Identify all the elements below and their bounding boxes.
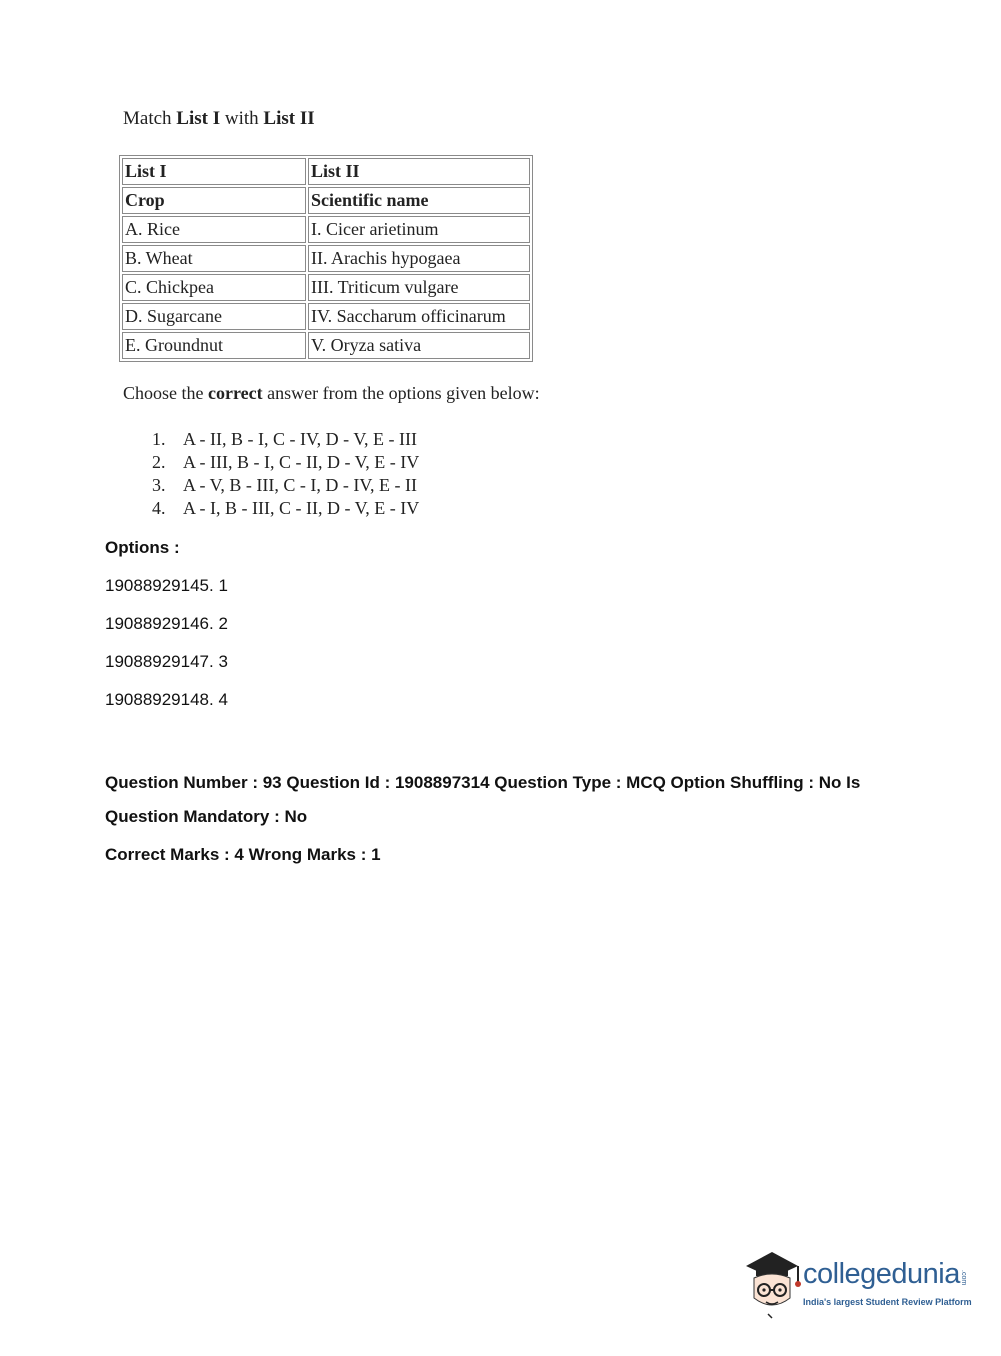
table-cell: III. Triticum vulgare <box>308 274 530 301</box>
list-item: 1. A - II, B - I, C - IV, D - V, E - III <box>152 429 417 449</box>
answer-list <box>152 428 419 520</box>
list-item: 3. A - V, B - III, C - I, D - IV, E - II <box>152 475 417 495</box>
option-item: 19088929146. 2 <box>105 614 228 633</box>
table-row <box>122 303 530 330</box>
question-meta: Question Number : 93 Question Id : 1908897314 Question Type : MCQ Option Shuffling : No Is <box>105 773 861 792</box>
table-row <box>122 274 530 301</box>
question-mandatory: Question Mandatory : No <box>105 807 308 826</box>
table-cell: Crop <box>122 187 306 214</box>
table-cell: D. Sugarcane <box>122 303 306 330</box>
table-row <box>122 245 530 272</box>
logo-tagline: India's largest Student Review Platform <box>803 1297 972 1307</box>
table-cell: B. Wheat <box>122 245 306 272</box>
collegedunia-logo <box>742 1248 974 1320</box>
table-cell: A. Rice <box>122 216 306 243</box>
table-row <box>122 216 530 243</box>
table-cell: I. Cicer arietinum <box>308 216 530 243</box>
logo-suffix: .com <box>960 1270 967 1286</box>
option-item: 19088929147. 3 <box>105 652 228 671</box>
list-item: 2. A - III, B - I, C - II, D - V, E - IV <box>152 452 420 472</box>
table-header-row <box>122 158 530 185</box>
question-intro: Match List I with List II <box>123 108 315 129</box>
options-label: Options : <box>105 538 180 557</box>
question-marks: Correct Marks : 4 Wrong Marks : 1 <box>105 845 381 864</box>
option-item: 19088929145. 1 <box>105 576 228 595</box>
table-cell: E. Groundnut <box>122 332 306 359</box>
table-cell: List II <box>308 158 530 185</box>
logo-wordmark: collegedunia <box>803 1258 960 1290</box>
table-cell: IV. Saccharum officinarum <box>308 303 530 330</box>
question-instruction: Choose the correct answer from the options given below: <box>123 383 540 403</box>
table-cell: Scientific name <box>308 187 530 214</box>
table-cell: V. Oryza sativa <box>308 332 530 359</box>
table-subheader-row <box>122 187 530 214</box>
mascot-icon <box>742 1248 802 1320</box>
list-item: 4. A - I, B - III, C - II, D - V, E - IV <box>152 498 420 518</box>
table-cell: C. Chickpea <box>122 274 306 301</box>
table-cell: List I <box>122 158 306 185</box>
match-table <box>119 155 533 362</box>
table-cell: II. Arachis hypogaea <box>308 245 530 272</box>
option-item: 19088929148. 4 <box>105 690 228 709</box>
table-row <box>122 332 530 359</box>
